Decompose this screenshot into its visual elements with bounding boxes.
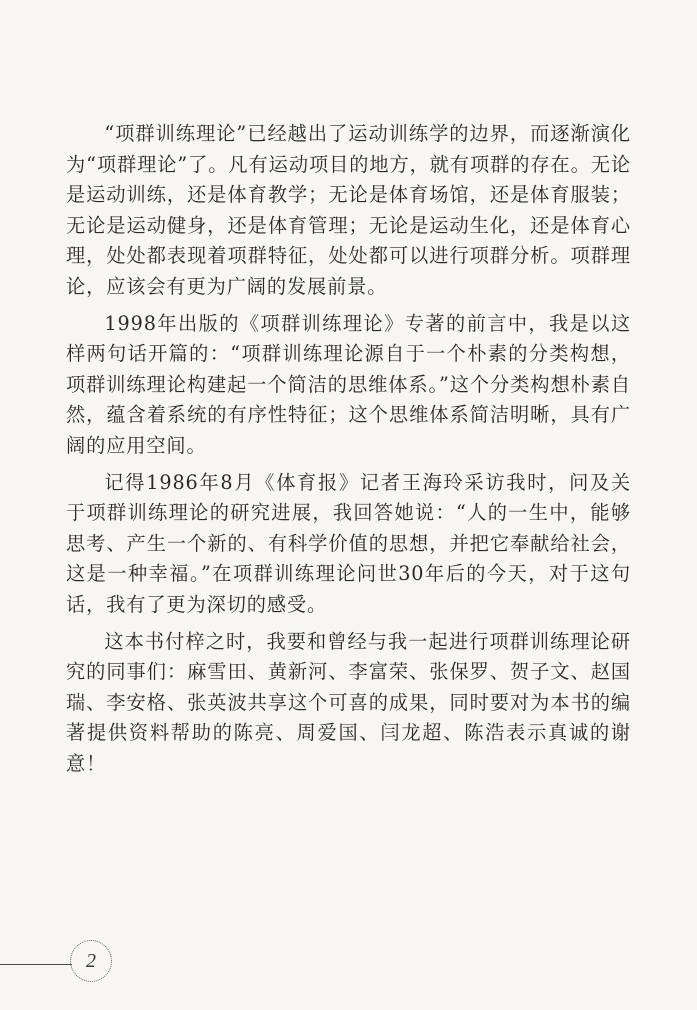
paragraph-4: 这本书付梓之时，我要和曾经与我一起进行项群训练理论研究的同事们：麻雪田、黄新河、李富荣、张保罗、贺子文、赵国瑞、李安格、张英波共享这个可喜的成果，同时要对为本书的编著提供资料帮助的陈亮、周爱国、闫龙超、陈浩表示真诚的谢意！ — [66, 629, 631, 775]
page-number: 2 — [86, 950, 96, 972]
paragraph-1: “项群训练理论”已经越出了运动训练学的边界，而逐渐演化为“项群理论”了。凡有运动项目的地方，就有项群的存在。无论是运动训练，还是体育教学；无论是体育场馆，还是体育服装；无论是运动健身，还是体育管理；无论是运动生化，还是体育心理，处处都表现着项群特征，处处都可以进行项群分析。项群理论，应该会有更为广阔的发展前景。 — [66, 122, 631, 298]
body-text — [66, 119, 631, 785]
paragraph-2: 1998年出版的《项群训练理论》专著的前言中，我是以这样两句话开篇的：“项群训练理论源自于一个朴素的分类构想，项群训练理论构建起一个简洁的思维体系。”这个分类构想朴素自然，蕴含着系统的有序性特征；这个思维体系简洁明晰，具有广阔的应用空间。 — [66, 311, 631, 457]
folio-rule — [0, 964, 72, 965]
paper-speck — [612, 485, 619, 494]
paragraph-3: 记得1986年8月《体育报》记者王海玲采访我时，问及关于项群训练理论的研究进展，我回答她说：“人的一生中，能够思考、产生一个新的、有科学价值的思想，并把它奉献给社会，这是一种幸福。”在项群训练理论问世30年后的今天，对于这句话，我有了更为深切的感受。 — [66, 470, 631, 616]
